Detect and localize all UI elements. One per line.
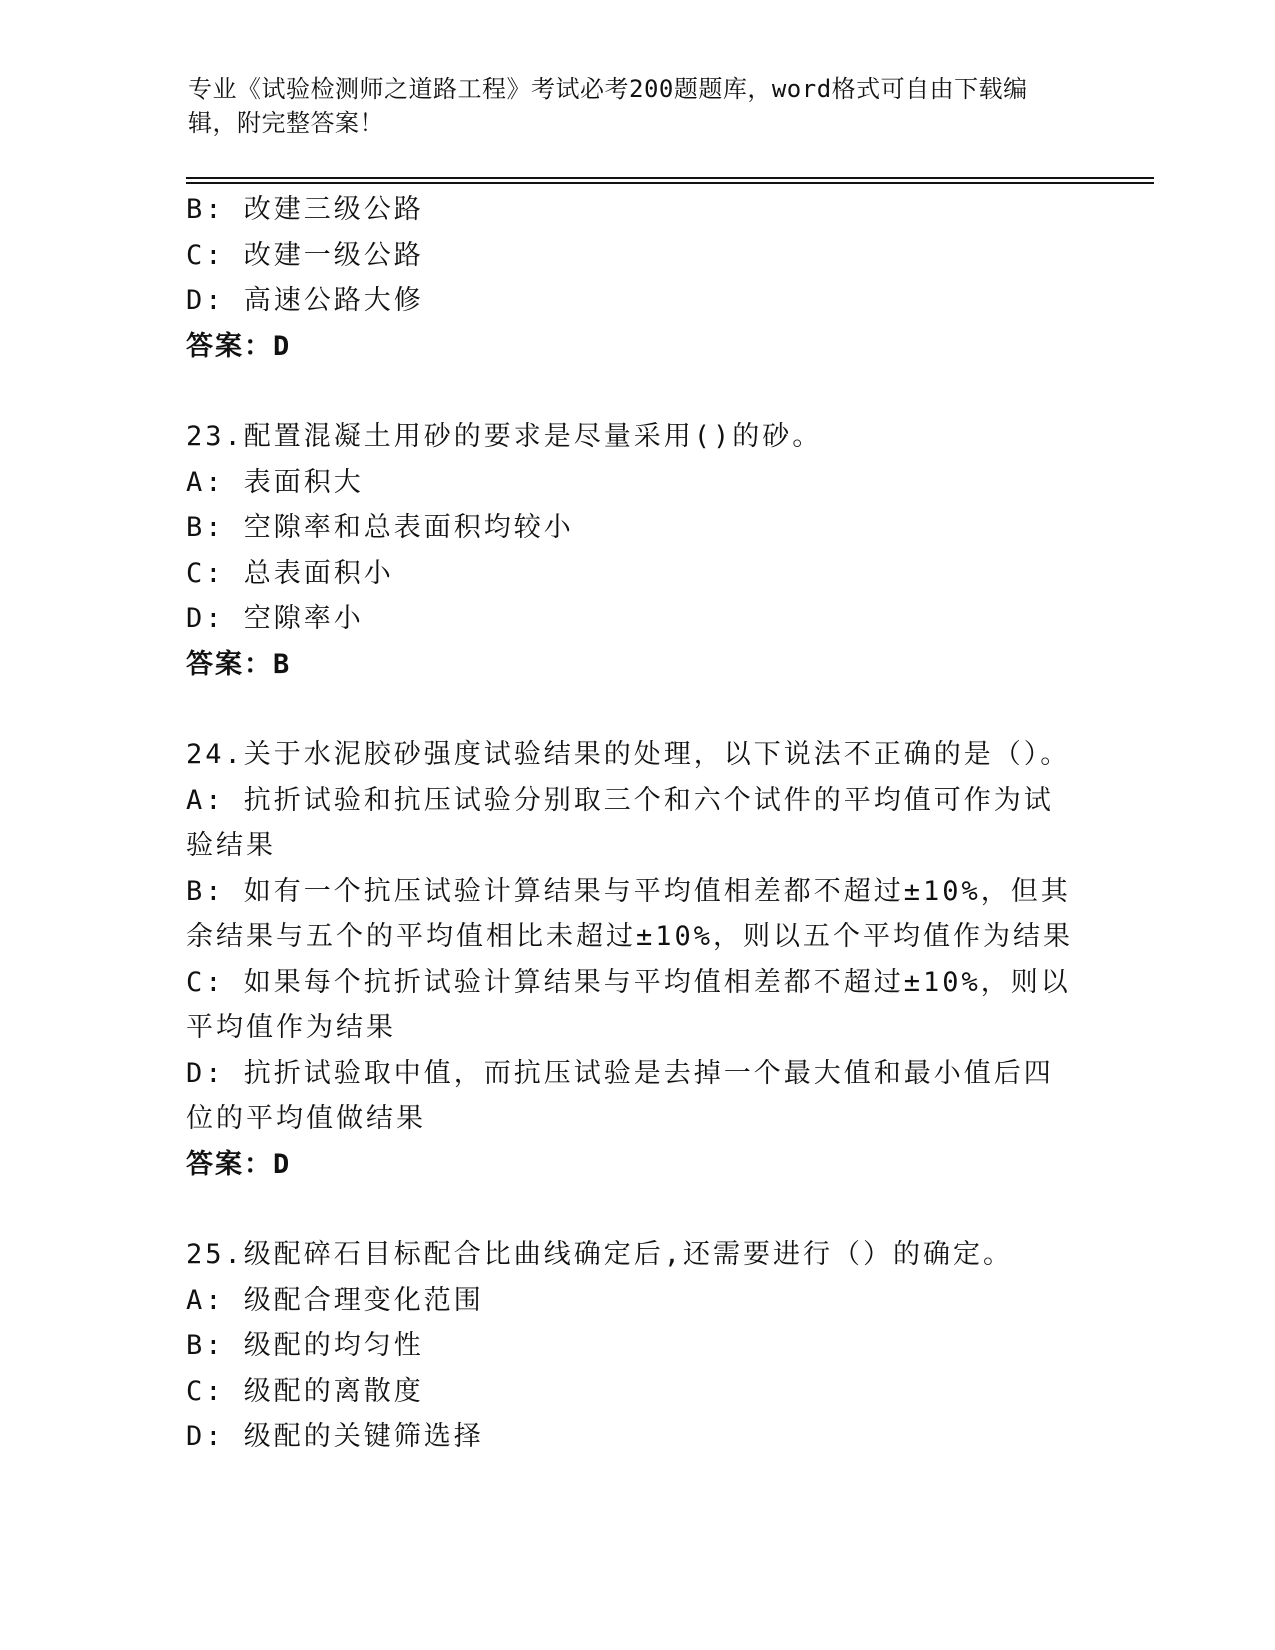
option-c: C: 级配的离散度: [186, 1375, 424, 1407]
question-stem: 23.配置混凝土用砂的要求是尽量采用()的砂。: [186, 421, 823, 452]
answer-line: 答案：B: [186, 648, 292, 680]
option-a: A: 级配合理变化范围: [186, 1284, 484, 1316]
option-c: C: 总表面积小: [186, 557, 394, 589]
header-divider-top: [186, 177, 1154, 179]
question-stem: 25.级配碎石目标配合比曲线确定后,还需要进行（）的确定。: [186, 1239, 1014, 1270]
header-divider-bottom: [186, 182, 1154, 184]
option-a: A: 表面积大: [186, 466, 364, 498]
option-b: B: 空隙率和总表面积均较小: [186, 512, 574, 543]
option-d: D: 高速公路大修: [186, 285, 424, 316]
continued-question: [186, 187, 1076, 369]
option-c: C: 改建一级公路: [186, 239, 424, 271]
option-b: B: 改建三级公路: [186, 194, 424, 225]
option-a: A: 抗折试验和抗压试验分别取三个和六个试件的平均值可作为试验结果: [186, 784, 1054, 861]
option-d: D: 抗折试验取中值，而抗压试验是去掉一个最大值和最小值后四位的平均值做结果: [186, 1057, 1054, 1134]
question-content: [186, 187, 1076, 1460]
question-25: [186, 1232, 1076, 1460]
answer-line: 答案：D: [186, 330, 292, 362]
question-stem: 24.关于水泥胶砂强度试验结果的处理，以下说法不正确的是（）。: [186, 739, 1071, 770]
option-c: C: 如果每个抗折试验计算结果与平均值相差都不超过±10%，则以平均值作为结果: [186, 966, 1071, 1043]
option-d: D: 级配的关键筛选择: [186, 1421, 484, 1452]
option-b: B: 如有一个抗压试验计算结果与平均值相差都不超过±10%，但其余结果与五个的平均值相比未超过±10%，则以五个平均值作为结果: [186, 875, 1074, 952]
question-23: [186, 414, 1076, 687]
page-header: 专业《试验检测师之道路工程》考试必考200题题库，word格式可自由下载编辑，附完整答案！: [188, 75, 1028, 137]
spacer: [186, 687, 1076, 732]
question-24: [186, 732, 1076, 1187]
spacer: [186, 369, 1076, 414]
option-d: D: 空隙率小: [186, 603, 364, 634]
spacer: [186, 1187, 1076, 1232]
answer-line: 答案：D: [186, 1148, 292, 1180]
option-b: B: 级配的均匀性: [186, 1330, 424, 1361]
